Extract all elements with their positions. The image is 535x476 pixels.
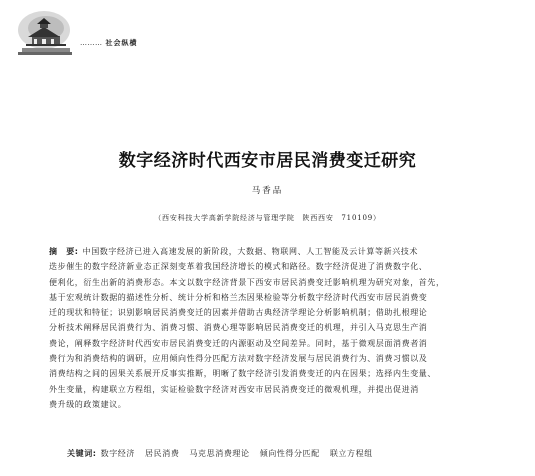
keyword: 数字经济 — [100, 449, 136, 458]
abstract-line — [49, 244, 489, 259]
abstract-line: 费行为和消费结构的调研，应用倾向性得分匹配方法对数字经济发展与居民消费行为、消费习惯以及 — [49, 354, 428, 364]
keywords-label: 关键词: — [67, 449, 97, 458]
abstract-line: 迁的现状和特征；识别影响居民消费变迁的因素并借助古典经济学理论分析影响机制；借助扎根理论 — [49, 308, 428, 318]
abstract-line: 便利化，衍生出新的消费形态。本文以数字经济背景下西安市居民消费变迁影响机理为研究对象，首先， — [49, 277, 445, 287]
abstract-line: 分析技术阐释居民消费行为、消费习惯、消费心理等影响居民消费变迁的机理，并引入马克思生产消 — [49, 323, 428, 333]
abstract-line: 费论，阐释数字经济时代西安市居民消费变迁的内源驱动及空间差异。同时，基于微观层面消费者消 — [49, 338, 428, 348]
section-label — [80, 38, 138, 48]
abstract-text: 中国数字经济已进入高速发展的新阶段，大数据、物联网、人工智能及云计算等新兴技术 — [82, 247, 419, 256]
journal-header — [10, 8, 250, 58]
abstract-label: 摘 要: — [49, 247, 79, 256]
section-name: 社会纵横 — [105, 39, 138, 47]
keyword: 居民消费 — [145, 449, 180, 458]
abstract-line: 基于宏观统计数据的描述性分析、统计分析和格兰杰因果检验等分析数字经济时代西安市居民消费变 — [49, 292, 428, 302]
abstract-line: 消费结构之间的因果关系展开反事实推断，明晰了数字经济引发消费变迁的内在因果；选择内生变量、 — [49, 369, 436, 379]
paper-title: 数字经济时代西安市居民消费变迁研究 — [118, 151, 417, 171]
section-dots: ……… — [80, 39, 103, 47]
affiliation: （西安科技大学高新学院经济与管理学院 陕西西安 710109） — [154, 214, 381, 222]
keywords — [67, 448, 383, 459]
abstract-line: 外生变量，构建联立方程组，实证检验数字经济对西安市居民消费变迁的微观机理，并提出促进消 — [49, 384, 419, 394]
journal-logo-icon — [16, 8, 72, 58]
abstract-line: 迭步催生的数字经济新业态正深刻变革着我国经济增长的模式和路径。数字经济促进了消费数字化、 — [49, 262, 428, 272]
abstract-line: 费升级的政策建议。 — [49, 399, 127, 409]
keyword: 马克思消费理论 — [189, 449, 250, 458]
abstract — [49, 244, 489, 412]
keyword: 倾向性得分匹配 — [259, 449, 320, 458]
author: 马香品 — [251, 186, 284, 196]
keyword: 联立方程组 — [329, 449, 373, 458]
